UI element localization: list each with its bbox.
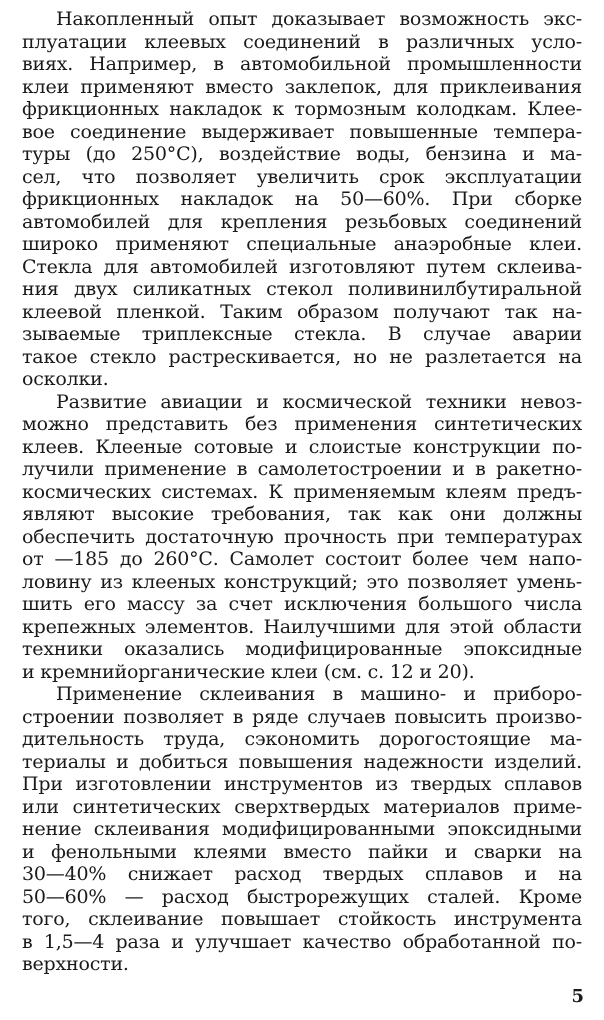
text-line: крепежных элементов. Наилучшими для этой области [22,615,582,638]
paragraph-3 [22,683,582,976]
text-line: плуатации клеевых соединений в различных усло- [22,30,582,53]
text-line: нение склеивания модифицированными эпоксидными [22,818,582,840]
text-line: ловину из клееных конструкций; это позволяет умень- [22,570,582,593]
text-line: клеи применяют вместо заклепок, для приклеивания [22,75,582,98]
text-line: 30—40% снижает расход твердых сплавов и на [22,863,582,885]
text-line: клеев. Клееные сотовые и слоистые конструкции по- [22,435,582,458]
text-line: фрикционных накладок на 50—60%. При сборке [22,188,582,210]
text-line: териалы и добиться повышения надежности изделий. [22,750,582,773]
text-line: 50—60% — расход быстрорежущих сталей. Кроме [22,885,582,908]
text-line: широко применяют специальные анаэробные клеи. [22,233,582,255]
text-line: в 1,5—4 раза и улучшает качество обработанной по- [22,930,582,953]
paragraph-2 [22,391,582,684]
text-line: туры (до 250°С), воздействие воды, бензина и ма- [22,143,582,165]
text-line: являют высокие требования, так как они должны [22,503,582,525]
text-line: Стекла для автомобилей изготовляют путем склеива- [22,255,582,278]
text-line: и кремнийорганические клеи (см. с. 12 и 20). [22,660,475,683]
text-line: Применение склеивания в машино- и приборо- [56,683,582,705]
text-line: виях. Например, в автомобильной промышленности [22,53,582,75]
text-line: При изготовлении инструментов из твердых сплавов [22,773,582,795]
text-line: клеевой пленкой. Таким образом получают так на- [22,300,582,323]
text-line: техники оказались модифицированные эпоксидные [22,638,582,660]
text-line: верхности. [22,953,129,975]
text-line: или синтетических сверхтвердых материалов приме- [22,795,582,818]
text-line: того, склеивание повышает стойкость инструмента [22,908,582,930]
text-line: Накопленный опыт доказывает возможность экс- [56,8,582,30]
text-line: и фенольными клеями вместо пайки и сварки на [22,840,582,863]
text-line: от —185 до 260°С. Самолет состоит более чем напо- [22,548,582,570]
text-line: осколки. [22,368,109,390]
text-line: такое стекло растрескивается, но не разлетается на [22,345,582,368]
text-line: Развитие авиации и космической техники невоз- [56,390,582,413]
text-line: фрикционных накладок к тормозным колодкам. Клее- [22,98,582,120]
text-line: вое соединение выдерживает повышенные темпера- [22,120,582,143]
text-line: зываемые триплексные стекла. В случае аварии [22,323,582,345]
text-line: космических системах. К применяемым клеям предъ- [22,480,582,503]
page-number: 5 [571,986,584,1007]
text-line: шить его массу за счет исключения большого числа [22,593,582,615]
text-line: дительность труда, сэкономить дорогостоящие ма- [22,728,582,750]
paragraph-1 [22,8,582,391]
text-line: сел, что позволяет увеличить срок эксплуатации [22,165,582,188]
text-line: можно представить без применения синтетических [22,413,582,435]
text-line: обеспечить достаточную прочность при температурах [22,525,582,548]
text-line: ния двух силикатных стекол поливинилбутиральной [22,278,582,300]
text-line: автомобилей для крепления резьбовых соединений [22,210,582,233]
text-line: строении позволяет в ряде случаев повысить произво- [22,705,582,728]
body-text [22,8,582,976]
text-line: лучили применение в самолетостроении и в ракетно- [22,458,582,480]
